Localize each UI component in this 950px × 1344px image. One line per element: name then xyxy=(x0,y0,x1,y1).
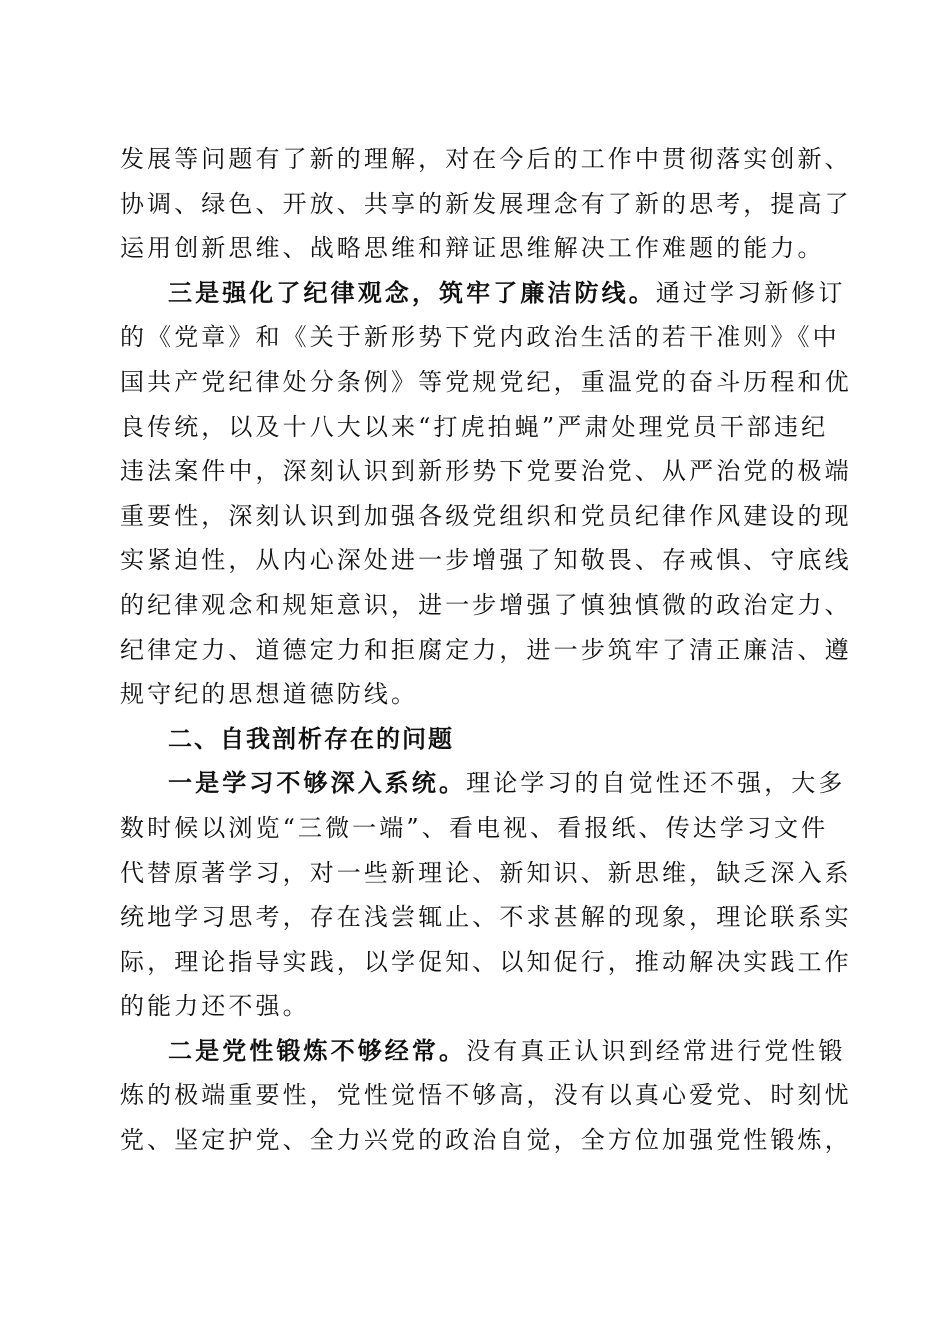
text-line: 炼的极端重要性，党性觉悟不够高，没有以真心爱党、时刻忧 xyxy=(120,1081,852,1110)
text-line: 运用创新思维、战略思维和辩证思维解决工作难题的能力。 xyxy=(120,234,825,263)
text-line: 实紧迫性，从内心深处进一步增强了知敬畏、存戒惧、守底线 xyxy=(120,546,852,575)
text-line: 良传统，以及十八大以来“打虎拍蝇”严肃处理党员干部违纪 xyxy=(120,412,829,441)
text-line: 际，理论指导实践，以学促知、以知促行，推动解决实践工作 xyxy=(120,947,852,976)
section-heading: 二、自我剖析存在的问题 xyxy=(168,724,454,753)
paragraph xyxy=(120,761,852,1029)
paragraph xyxy=(120,1029,852,1163)
text-span: 理论学习的自觉性还不强，大多 xyxy=(466,769,846,798)
text-line: 国共产党纪律处分条例》等党规党纪，重温党的奋斗历程和优 xyxy=(120,367,852,396)
text-line: 重要性，深刻认识到加强各级党组织和党员纪律作风建设的现 xyxy=(120,501,852,530)
paragraph-lead: 二是党性锻炼不够经常。 xyxy=(168,1035,467,1065)
text-line: 纪律定力、道德定力和拒腐定力，进一步筑牢了清正廉洁、遵 xyxy=(120,635,852,664)
text-line: 规守纪的思想道德防线。 xyxy=(120,680,419,709)
text-line: 协调、绿色、开放、共享的新发展理念有了新的思考，提高了 xyxy=(120,189,852,218)
paragraph xyxy=(120,271,852,717)
text-line xyxy=(120,761,846,806)
paragraph-lead: 三是强化了纪律观念，筑牢了廉洁防线。 xyxy=(168,277,656,307)
text-line: 违法案件中，深刻认识到新形势下党要治党、从严治党的极端 xyxy=(120,457,852,486)
text-line: 的纪律观念和规矩意识，进一步增强了慎独慎微的政治定力、 xyxy=(120,590,852,619)
text-line: 发展等问题有了新的理解，对在今后的工作中贯彻落实创新、 xyxy=(120,145,852,173)
paragraph-lead: 一是学习不够深入系统。 xyxy=(168,768,467,798)
text-line: 数时候以浏览“三微一端”、看电视、看报纸、传达学习文件 xyxy=(120,813,829,842)
document-body xyxy=(120,137,852,1163)
text-line: 代替原著学习，对一些新理论、新知识、新思维，缺乏深入系 xyxy=(120,858,852,887)
paragraph xyxy=(120,137,852,271)
text-line: 的能力还不强。 xyxy=(120,992,310,1021)
text-line: 党、坚定护党、全力兴党的政治自觉，全方位加强党性锻炼， xyxy=(120,1126,852,1155)
text-span: 没有真正认识到经常进行党性锻 xyxy=(466,1036,846,1065)
text-line: 的《党章》和《关于新形势下党内政治生活的若干准则》《中 xyxy=(120,323,840,352)
text-line xyxy=(120,271,846,316)
text-line: 统地学习思考，存在浅尝辄止、不求甚解的现象，理论联系实 xyxy=(120,903,852,932)
text-line xyxy=(120,1029,846,1074)
text-span: 通过学习新修订 xyxy=(655,278,846,307)
